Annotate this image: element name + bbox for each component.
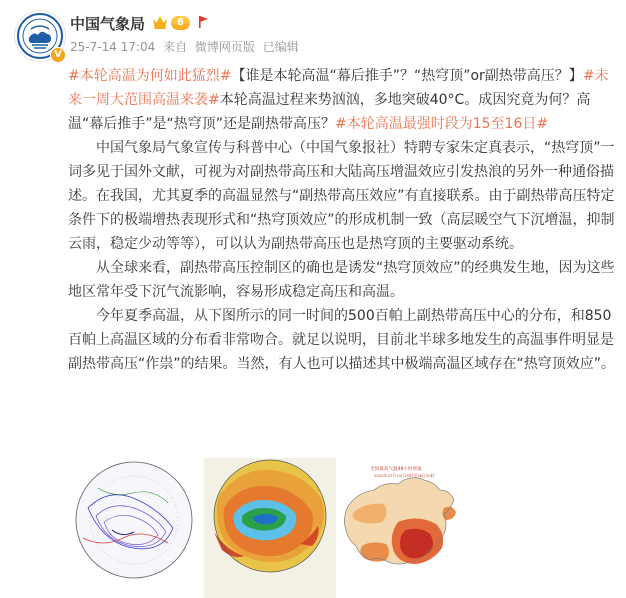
post-body (68, 64, 616, 376)
map-subtitle: 2025年07月14日20时至16日20时 (374, 473, 435, 478)
post-timestamp[interactable]: 25-7-14 17:04 (70, 40, 156, 54)
author-name[interactable]: 中国气象局 (70, 14, 146, 33)
post-intro (68, 64, 616, 136)
post-headline: 【谁是本轮高温“幕后推手”？“热穹顶”or副热带高压？】 (231, 68, 583, 84)
paragraph: 中国气象局气象宣传与科普中心（中国气象报社）特聘专家朱定真表示，“热穹顶”一词多见于国外文献，可视为对副热带高压和大陆高压增温效应引发热浪的另外一种通俗描述。在我国，尤其夏季的高温显然与“副热带高压效应”有直接联系。由于副热带高压特定条件下的极端增热表现形式和“热穹顶效应”的形成机制一致（高层暖空气下沉增温，抑制云雨，稳定少动等等），可以认为副热带高压也是热穹顶的主要驱动系统。 (68, 140, 615, 252)
medal-icon (198, 14, 210, 33)
edited-label: 已编辑 (262, 40, 299, 54)
post-text: 本轮高温过程来势汹汹，多地突破40°C。成因究竟为何？高温“幕后推手”是“热穹顶”还是副热带高压？ (68, 92, 591, 132)
post-source[interactable]: 微博网页版 (194, 40, 255, 54)
source-prefix: 来自 (163, 40, 188, 54)
paragraph: 今年夏季高温，从下图所示的同一时间的500百帕上副热带高压中心的分布，和850百帕上高温区域的分布看非常吻合。就足以说明，目前北半球多地发生的高温事件明显是副热带高压“作祟”的结果。当然，有人也可以描述其中极端高温区域存在“热穹顶效应”。 (68, 308, 616, 372)
level-badge: 6 (171, 16, 190, 30)
topic-tag[interactable]: #未来一周大范围高温来袭# (68, 68, 609, 108)
image-850hpa-map[interactable] (204, 458, 336, 598)
map-title: 全国最高气温48小时预报 (370, 467, 422, 472)
paragraph: 从全球来看，副热带高压控制区的确也是诱发“热穹顶效应”的经典发生地，因为这些地区常年受下沉气流影响，容易形成稳定高压和高温。 (68, 260, 615, 300)
image-500hpa-map[interactable] (68, 458, 200, 598)
topic-tag[interactable]: #本轮高温为何如此猛烈# (68, 68, 232, 84)
image-china-temperature-map[interactable] (340, 458, 472, 598)
topic-tag[interactable]: #本轮高温最强时段为15至16日# (335, 116, 549, 132)
verified-badge-icon: V (50, 47, 66, 63)
crown-icon (152, 14, 168, 33)
